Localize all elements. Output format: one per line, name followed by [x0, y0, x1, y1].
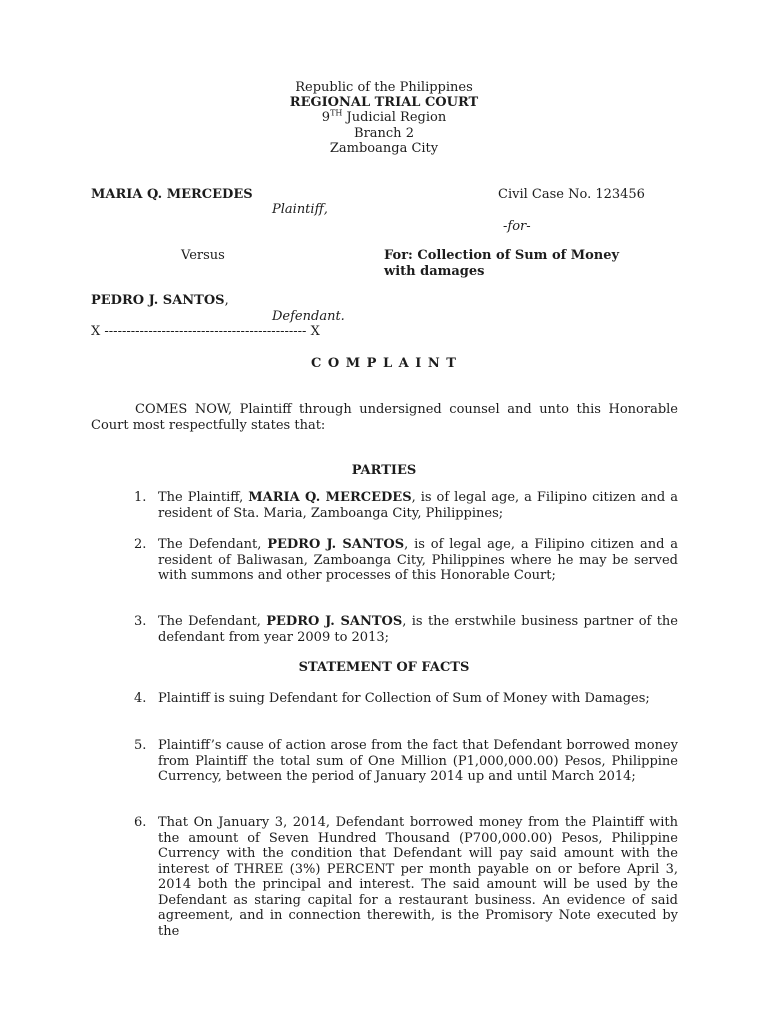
document-title: C O M P L A I N T [311, 356, 457, 371]
defendant-name-line [91, 293, 229, 308]
region-ordinal: TH [330, 108, 343, 118]
case-nature-line2: with damages [384, 264, 485, 279]
item-number-1: 1. [134, 490, 147, 505]
header-court: REGIONAL TRIAL COURT [289, 95, 479, 110]
header-republic: Republic of the Philippines [295, 80, 473, 95]
section-parties: PARTIES [351, 463, 417, 478]
item-1 [158, 490, 678, 521]
item-number-2: 2. [134, 537, 147, 552]
item-2-defendant: PEDRO J. SANTOS [267, 537, 405, 552]
item-2-post: , is of legal age, a Filipino citizen and a resident of Baliwasan, Zamboanga City, Philippines where he may be served with summons and other processes of this Honorable Court; [158, 537, 678, 583]
item-2-pre: The Defendant, [158, 537, 268, 552]
plaintiff-name: MARIA Q. MERCEDES [91, 187, 253, 202]
item-5: Plaintiff’s cause of action arose from the fact that Defendant borrowed money from Plaintiff the total sum of One Million (P1,000,000.00) Pesos, Philippine Currency, between the period of January 2014 up and until March 2014; [158, 738, 678, 784]
case-nature-line1: For: Collection of Sum of Money [384, 248, 620, 263]
item-6: That On January 3, 2014, Defendant borrowed money from the Plaintiff with the amount of Seven Hundred Thousand (P700,000.00) Pesos, Philippine Currency with the condition that Defendant will pay said amount with the interest of THREE (3%) PERCENT per month payable on or before April 3, 2014 both the principal and interest. The said amount will be used by the Defendant as staring capital for a restaurant business. An evidence of said agreement, and in connection therewith, is the Promisory Note executed by the [158, 815, 678, 939]
item-2 [158, 537, 678, 584]
region-number: 9 [321, 110, 331, 125]
section-facts: STATEMENT OF FACTS [298, 660, 470, 675]
versus-label: Versus [181, 248, 225, 263]
header-region [0, 110, 768, 125]
item-number-4: 4. [134, 691, 147, 706]
item-4: Plaintiff is suing Defendant for Collection of Sum of Money with Damages; [158, 691, 650, 706]
header-city: Zamboanga City [329, 141, 439, 156]
item-1-post: , is of legal age, a Filipino citizen and a resident of Sta. Maria, Zamboanga City, Philippines; [158, 490, 679, 521]
item-number-3: 3. [134, 614, 147, 629]
item-3-defendant: PEDRO J. SANTOS [266, 614, 403, 629]
defendant-comma: , [224, 293, 229, 308]
item-number-6: 6. [134, 815, 147, 830]
defendant-name: PEDRO J. SANTOS [91, 293, 225, 308]
region-label: Judicial Region [342, 110, 447, 125]
item-3-pre: The Defendant, [158, 614, 267, 629]
item-3 [158, 614, 678, 645]
item-3-post: , is the erstwhile business partner of the defendant from year 2009 to 2013; [158, 614, 678, 645]
caption-separator: X ---------------------------------------------- X [91, 324, 320, 339]
item-1-plaintiff: MARIA Q. MERCEDES [248, 490, 412, 505]
item-1-pre: The Plaintiff, [158, 490, 249, 505]
defendant-role: Defendant. [272, 309, 345, 324]
case-number: Civil Case No. 123456 [498, 187, 645, 202]
item-number-5: 5. [134, 738, 147, 753]
intro-paragraph: COMES NOW, Plaintiff through undersigned counsel and unto this Honorable Court most respectfully states that: [91, 402, 678, 433]
plaintiff-role: Plaintiff, [272, 202, 328, 217]
header-branch: Branch 2 [354, 126, 414, 141]
for-label: -for- [503, 219, 531, 234]
